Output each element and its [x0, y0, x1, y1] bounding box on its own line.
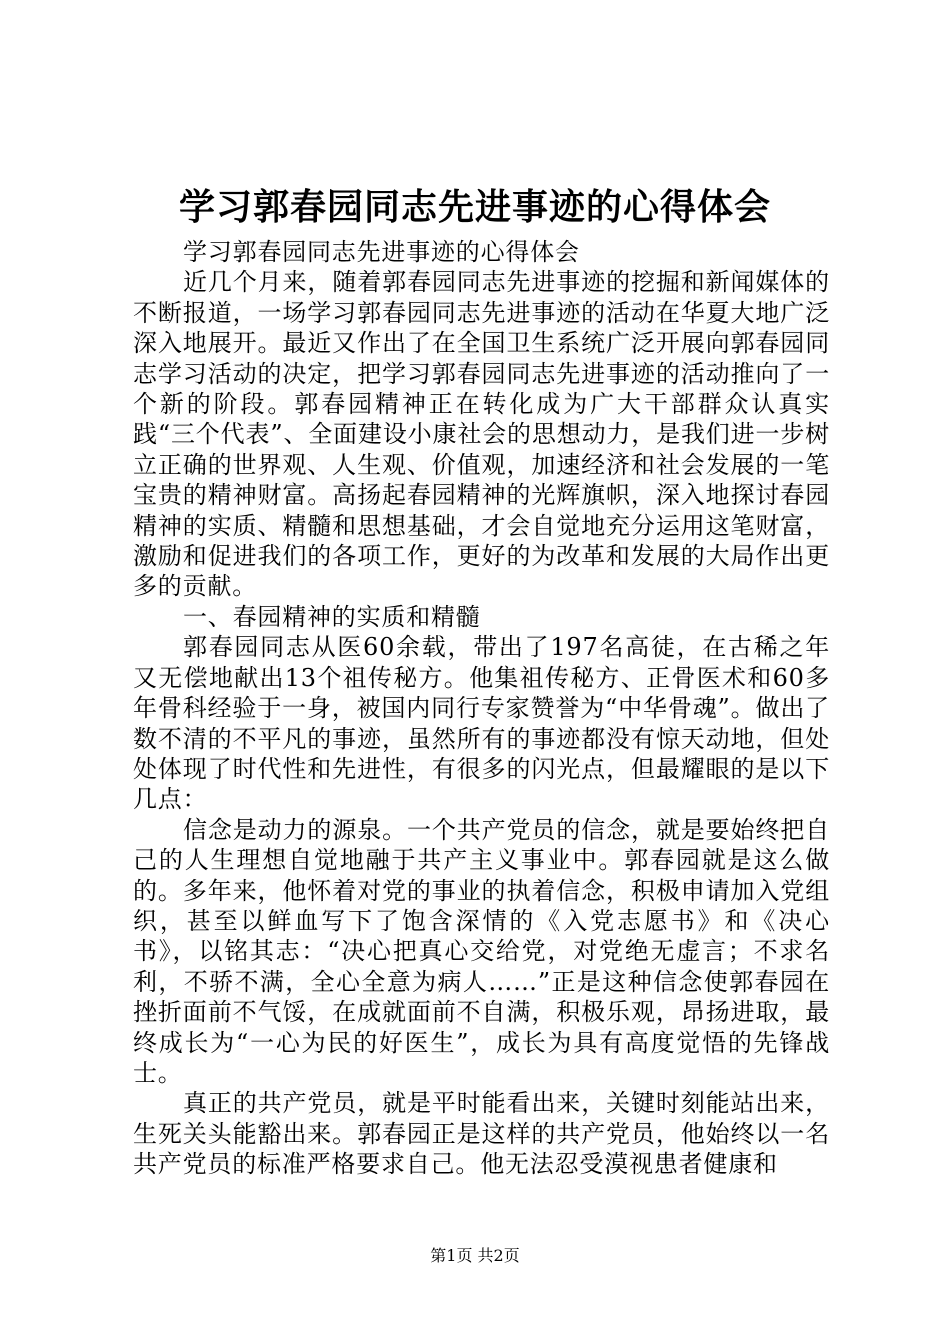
- page-footer: 第1页 共2页: [430, 1246, 520, 1265]
- paragraph-true-member: 真正的共产党员，就是平时能看出来，关键时刻能站出来，生死关头能豁出来。郭春园正是这样的共产党员，他始终以一名共产党员的标准严格要求自己。他无法忍受漠视患者健康和: [133, 1089, 830, 1179]
- document-title: 学习郭春园同志先进事迹的心得体会: [178, 186, 771, 228]
- paragraph-belief: 信念是动力的源泉。一个共产党员的信念，就是要始终把自己的人生理想自觉地融于共产主义事业中。郭春园就是这么做的。多年来，他怀着对党的事业的执着信念，积极申请加入党组织，甚至以鲜血写下了饱含深情的《入党志愿书》和《决心书》，以铭其志：“决心把真心交给党，对党绝无虚言；不求名利，不骄不满，全心全意为病人……”正是这种信念使郭春园在挫折面前不气馁，在成就面前不自满，积极乐观，昂扬进取，最终成长为“一心为民的好医生”，成长为具有高度觉悟的先锋战士。: [133, 815, 830, 1087]
- section-heading: 一、春园精神的实质和精髓: [183, 602, 481, 631]
- paragraph-intro: 近几个月来，随着郭春园同志先进事迹的挖掘和新闻媒体的不断报道，一场学习郭春园同志先进事迹的活动在华夏大地广泛深入地展开。最近又作出了在全国卫生系统广泛开展向郭春园同志学习活动的决定，把学习郭春园同志先进事迹的活动推向了一个新的阶段。郭春园精神正在转化成为广大干部群众认真实践“三个代表”、全面建设小康社会的思想动力，是我们进一步树立正确的世界观、人生观、价值观，加速经济和社会发展的一笔宝贵的精神财富。高扬起春园精神的光辉旗帜，深入地探讨春园精神的实质、精髓和思想基础，才会自觉地充分运用这笔财富，激励和促进我们的各项工作，更好的为改革和发展的大局作出更多的贡献。: [133, 268, 830, 601]
- paragraph-subtitle: 学习郭春园同志先进事迹的心得体会: [183, 238, 580, 266]
- document-body: [133, 237, 830, 1180]
- paragraph-achievements: 郭春园同志从医60余载，带出了197名高徒，在古稀之年又无偿地献出13个祖传秘方。他集祖传秘方、正骨医术和60多年骨科经验于一身，被国内同行专家赞誉为“中华骨魂”。做出了数不清的不平凡的事迹，虽然所有的事迹都没有惊天动地，但处处体现了时代性和先进性，有很多的闪光点，但最耀眼的是以下几点：: [133, 633, 830, 814]
